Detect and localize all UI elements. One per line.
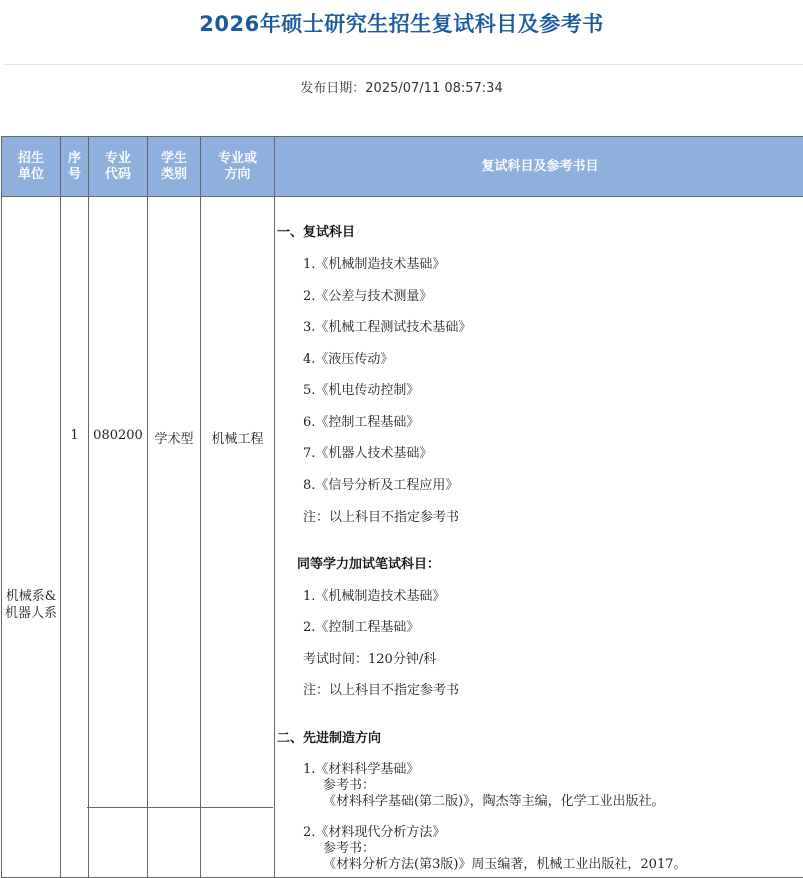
list-item: 6.《控制工程基础》 [303, 411, 419, 430]
publish-date [0, 77, 803, 96]
section1-note: 注：以上科目不指定参考书 [303, 506, 459, 525]
reference-label: 参考书： [323, 837, 375, 856]
list-item: 1.《机械制造技术基础》 [303, 253, 445, 272]
subjects-table [1, 136, 803, 878]
reference-book: 《材料分析方法(第3版)》周玉编著，机械工业出版社，2017。 [323, 853, 687, 872]
cell-code: 080200 [89, 197, 148, 878]
list-item: 7.《机器人技术基础》 [303, 442, 432, 461]
section1-title: 一、复试科目 [277, 221, 355, 240]
cell-major: 机械工程 [201, 197, 275, 878]
row-divider [87, 807, 273, 808]
reference-book: 《材料科学基础(第二版)》，陶杰等主编，化学工业出版社。 [323, 790, 665, 809]
header-code: 专业代码 [89, 137, 148, 197]
header-subjects: 复试科目及参考书目 [275, 137, 803, 197]
table-header-row [2, 137, 803, 197]
list-item: 3.《机械工程测试技术基础》 [303, 316, 471, 335]
reference-label: 参考书： [323, 774, 375, 793]
cell-no: 1 [61, 197, 89, 878]
publish-date-value: 2025/07/11 08:57:34 [365, 81, 502, 96]
list-item: 8.《信号分析及工程应用》 [303, 474, 458, 493]
title-divider [5, 64, 803, 65]
equiv-note: 注：以上科目不指定参考书 [303, 679, 459, 698]
header-no: 序号 [61, 137, 89, 197]
unit-text: 机械系&机器人系 [4, 588, 58, 622]
list-item: 5.《机电传动控制》 [303, 379, 419, 398]
header-unit: 招生单位 [2, 137, 61, 197]
list-item: 2.《材料现代分析方法》 [303, 821, 445, 840]
list-item: 1.《材料科学基础》 [303, 758, 419, 777]
publish-date-label: 发布日期： [300, 81, 365, 96]
section2-title: 二、先进制造方向 [277, 727, 381, 746]
table-row [2, 197, 803, 878]
cell-unit [2, 197, 61, 878]
list-item: 2.《控制工程基础》 [303, 616, 419, 635]
equiv-time: 考试时间：120分钟/科 [303, 648, 436, 667]
cell-type: 学术型 [148, 197, 201, 878]
list-item: 1.《机械制造技术基础》 [303, 585, 445, 604]
equiv-title: 同等学力加试笔试科目： [297, 553, 440, 572]
list-item: 2.《公差与技术测量》 [303, 285, 432, 304]
list-item: 4.《液压传动》 [303, 348, 393, 367]
header-major: 专业或方向 [201, 137, 275, 197]
header-type: 学生类别 [148, 137, 201, 197]
cell-subjects [275, 197, 803, 878]
page-title: 2026年硕士研究生招生复试科目及参考书 [0, 8, 803, 38]
